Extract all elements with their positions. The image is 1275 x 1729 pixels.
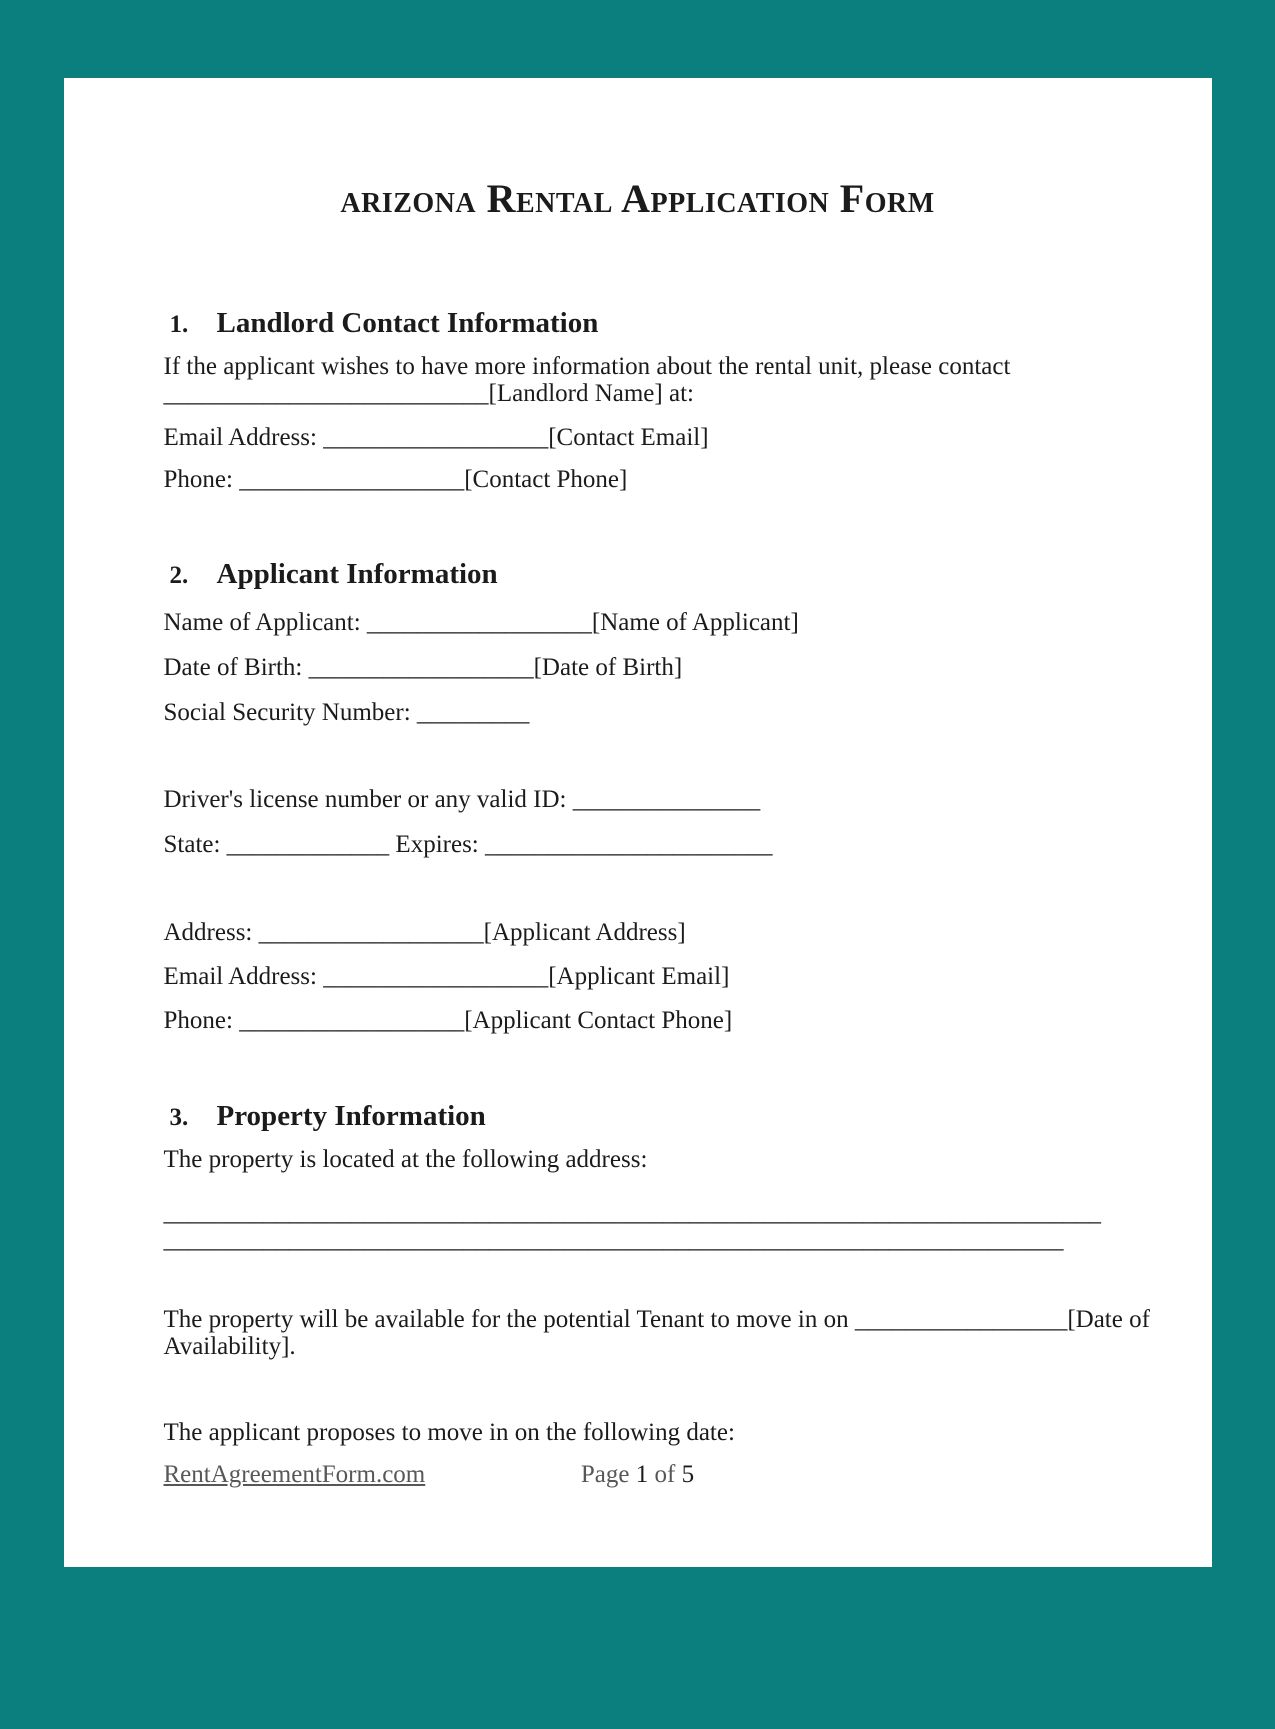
page-word: Page [580, 1461, 630, 1488]
landlord-phone-line: Phone: __________________[Contact Phone] [163, 466, 628, 493]
total-page-number: 5 [681, 1461, 695, 1488]
applicant-phone-line: Phone: __________________[Applicant Contact Phone] [163, 1007, 733, 1034]
section-heading-applicant [164, 557, 1112, 591]
section-heading-landlord [164, 306, 1112, 340]
section-number-1: 1. [169, 311, 189, 338]
landlord-email-field [164, 424, 1112, 451]
landlord-intro-paragraph [164, 353, 1112, 407]
applicant-email-line: Email Address: __________________[Applicant Email] [163, 963, 730, 990]
move-in-date-paragraph [164, 1419, 1112, 1446]
website-link[interactable]: RentAgreementForm.com [163, 1461, 426, 1488]
applicant-ssn-field [164, 699, 1112, 726]
applicant-address-line: Address: __________________[Applicant Address] [163, 919, 686, 946]
section-title-applicant: Applicant Information [216, 558, 498, 590]
applicant-email-field [164, 963, 1112, 990]
applicant-name-line: Name of Applicant: __________________[Name of Applicant] [163, 609, 799, 636]
applicant-address-field [164, 919, 1112, 946]
applicant-state-expires-line: State: _____________ Expires: _______________________ [163, 831, 773, 858]
property-address-blank-lines [164, 1199, 1112, 1253]
applicant-license-line: Driver's license number or any valid ID: _______________ [163, 786, 761, 813]
applicant-ssn-line: Social Security Number: _________ [163, 699, 530, 726]
property-address-intro [164, 1146, 1112, 1173]
move-in-date-line: The applicant proposes to move in on the following date: [163, 1419, 735, 1446]
landlord-name-blank: __________________________[Landlord Name] at: [163, 380, 694, 407]
property-located-line: The property is located at the following address: [163, 1146, 648, 1173]
property-address-blank-line2: ________________________________________________________________________ [163, 1226, 1064, 1253]
applicant-name-field [164, 609, 1112, 636]
property-address-blank-line1: ___________________________________________________________________________ [163, 1199, 1101, 1226]
applicant-license-field [164, 786, 1112, 813]
landlord-email-line: Email Address: __________________[Contact Email] [163, 424, 709, 451]
section-number-2: 2. [169, 562, 189, 589]
property-availability-paragraph [163, 1306, 1150, 1360]
page-number-indicator [581, 1461, 694, 1489]
document-page [64, 78, 1212, 1567]
page-footer [164, 1461, 1112, 1489]
applicant-phone-field [164, 1007, 1112, 1034]
teal-background [0, 78, 1275, 1729]
section-number-3: 3. [169, 1104, 189, 1131]
section-title-property: Property Information [216, 1100, 486, 1132]
current-page-number: 1 [635, 1461, 649, 1488]
applicant-dob-line: Date of Birth: __________________[Date of Birth] [163, 654, 683, 681]
section-title-landlord: Landlord Contact Information [216, 307, 599, 339]
property-availability-line1: The property will be available for the potential Tenant to move in on _________________[Date of [163, 1306, 1150, 1333]
section-heading-property [164, 1099, 1112, 1133]
applicant-state-expires-field [164, 831, 1112, 858]
landlord-phone-field [164, 466, 1112, 493]
page-title: arizona Rental Application Form [340, 176, 935, 221]
of-word: of [654, 1461, 676, 1488]
landlord-intro-line1: If the applicant wishes to have more information about the rental unit, please contact [163, 353, 1011, 380]
property-availability-line2: Availability]. [163, 1333, 296, 1360]
applicant-dob-field [164, 654, 1112, 681]
